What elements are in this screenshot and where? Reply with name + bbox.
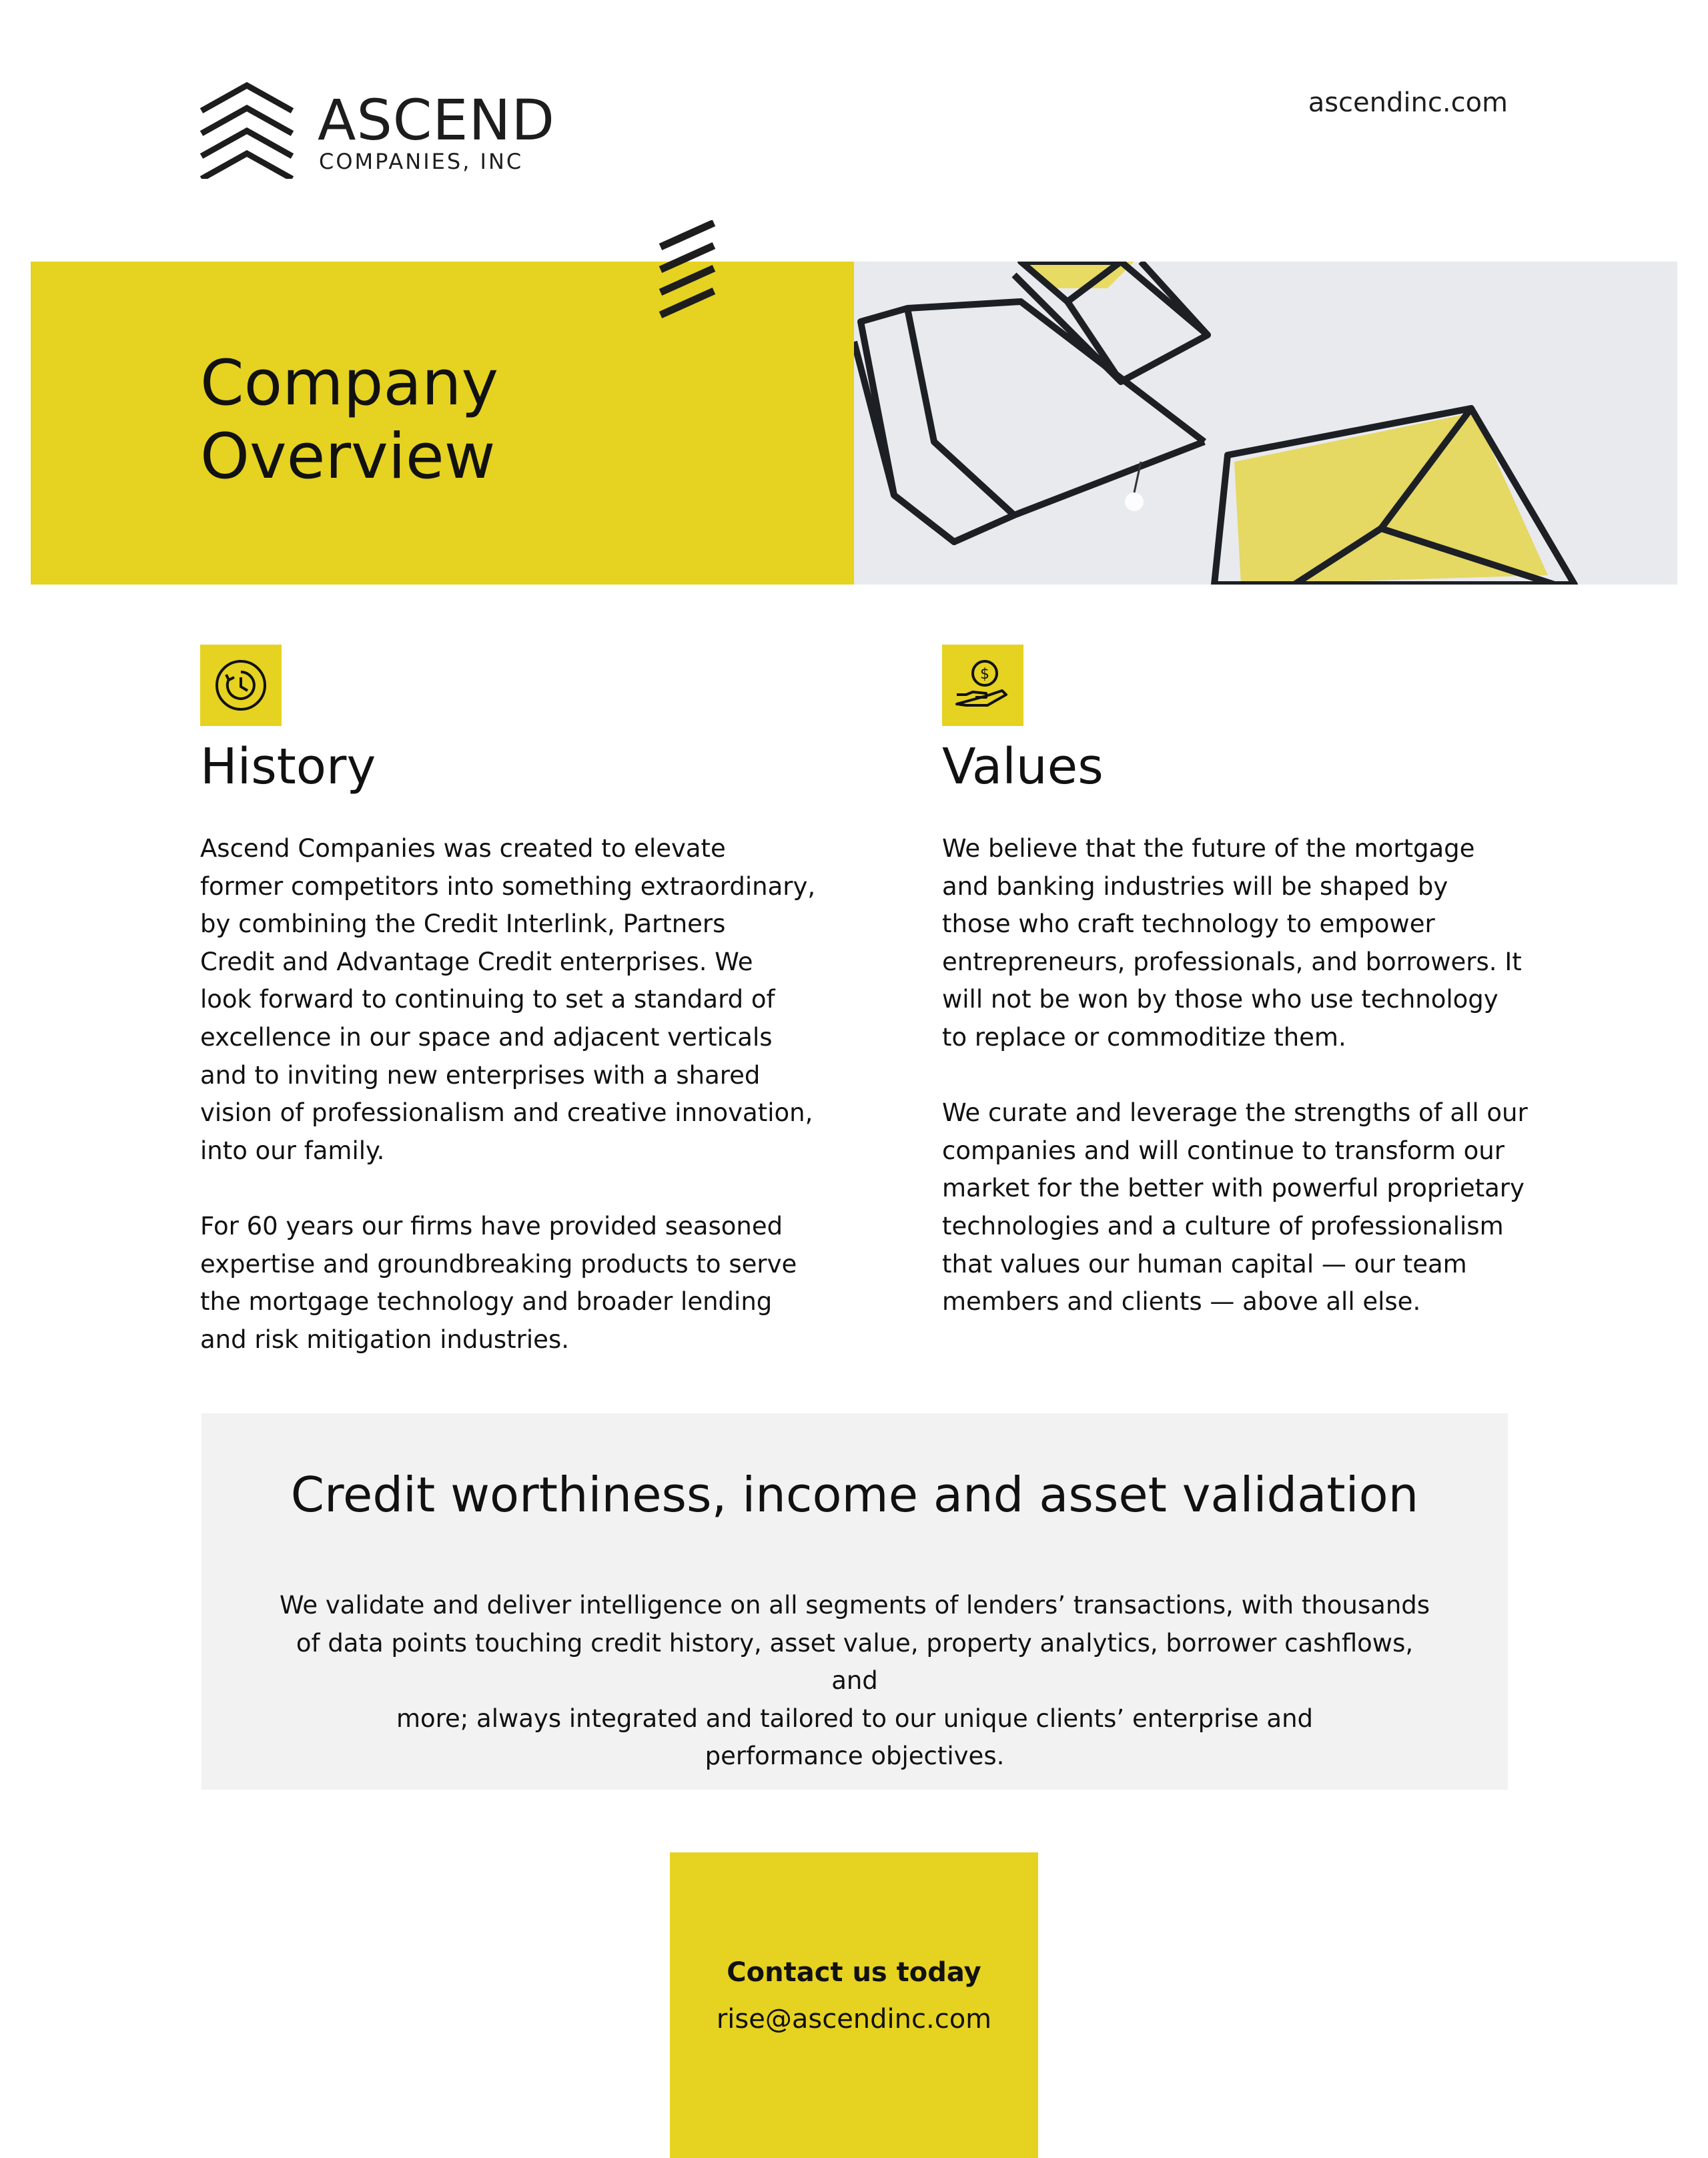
- page-title-line-1: Company: [200, 347, 499, 420]
- values-body: We believe that the future of the mortgage and banking industries will be shaped by those who craft technology to empower entrepreneurs, professionals, and borrowers. It will not be won by those who use technology to replace or commoditize them. We curate and leverage the strengths of all our companies and will continue to transform our market for the better with powerful proprietary technologies and a culture of professionalism that values our human capital — our team members and clients — above all else.: [942, 834, 1528, 1317]
- values-icon-box: [942, 645, 1023, 726]
- logo-subtitle: COMPANIES, INC: [319, 149, 524, 174]
- stripes-decoration-icon: [658, 220, 717, 320]
- contact-title: Contact us today: [727, 1957, 981, 1988]
- hero-photo-glass-cubes: [854, 262, 1677, 585]
- svg-text:$: $: [980, 666, 989, 683]
- page-title-line-2: Overview: [200, 420, 496, 493]
- website-link[interactable]: ascendinc.com: [1308, 87, 1508, 118]
- clock-icon: [213, 657, 269, 713]
- history-heading: History: [200, 738, 376, 795]
- credit-heading: Credit worthiness, income and asset validation: [290, 1467, 1419, 1523]
- values-heading: Values: [942, 738, 1104, 795]
- money-hand-icon: [953, 657, 1013, 713]
- history-icon-box: [200, 645, 282, 726]
- contact-panel: [670, 1852, 1038, 2158]
- page-title: [200, 347, 498, 494]
- logo-wordmark: ASCEND: [318, 87, 556, 153]
- history-body: Ascend Companies was created to elevate former competitors into something extraordinary, by combining the Credit Interlink, Partners Credit and Advantage Credit enterprises. We look forward to continuing to set a standard of excellence in our space and adjacent verticals and to inviting new enterprises with a shared vision of professionalism and creative innovation, into our family. For 60 years our firms have provided seasoned expertise and groundbreaking products to serve the mortgage technology and broader lending and risk mitigation industries.: [200, 834, 816, 1354]
- credit-body: We validate and deliver intelligence on all segments of lenders’ transactions, with thousands of data points touching credit history, asset value, property analytics, borrower cashflows, and more; always integrated and tailored to our unique clients’ enterprise and performance objectives.: [279, 1591, 1430, 1771]
- credit-validation-panel: [201, 1413, 1508, 1790]
- glass-cubes-illustration: [854, 262, 1677, 585]
- contact-email-link[interactable]: rise@ascendinc.com: [716, 2004, 992, 2035]
